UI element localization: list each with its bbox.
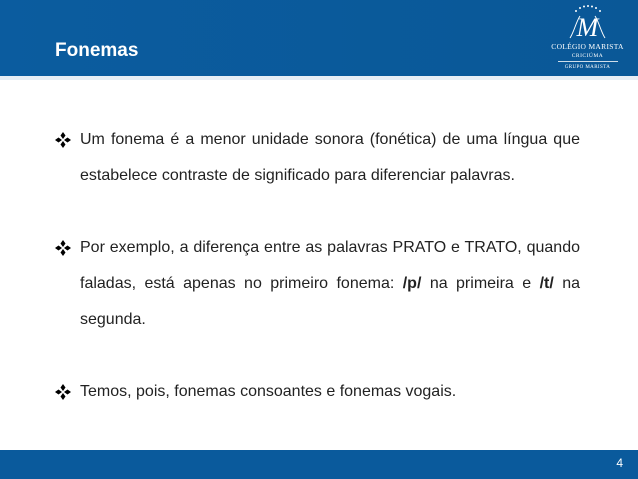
four-diamond-bullet-icon [55,374,75,410]
bullet-item-definition [55,122,580,194]
bullet-text-part1: Por exemplo, a diferença entre as palavras PRATO e TRATO, quando faladas, está apenas no primeiro fonema: [80,239,580,292]
phoneme-p: /p/ [402,275,422,292]
svg-text:M: M [576,13,599,42]
four-diamond-bullet-icon [55,122,75,158]
phoneme-t: /t/ [539,275,554,292]
logo-school-name: COLÉGIO MARISTA [551,42,624,51]
marista-monogram-icon [540,2,635,42]
bullet-item-example [55,230,580,338]
logo-group: GRUPO MARISTA [564,65,611,70]
logo-divider [558,61,618,62]
colegio-marista-logo [540,2,635,74]
bullet-text: Temos, pois, fonemas consoantes e fonemas vogais. [80,383,457,400]
page-number: 4 [616,456,623,470]
header-divider [0,76,638,80]
four-diamond-bullet-icon [55,230,75,266]
slide-body [55,122,580,410]
slide-footer [0,450,638,479]
bullet-text-part2: na primeira e [421,275,540,292]
slide-title: Fonemas [55,40,139,61]
logo-city: CRICIÚMA [571,53,604,59]
bullet-item-conclusion [55,374,580,410]
bullet-text-part3: na segunda. [80,275,581,328]
bullet-text: Um fonema é a menor unidade sonora (fonética) de uma língua que estabelece contraste de significado para diferenciar palavras. [80,131,580,184]
